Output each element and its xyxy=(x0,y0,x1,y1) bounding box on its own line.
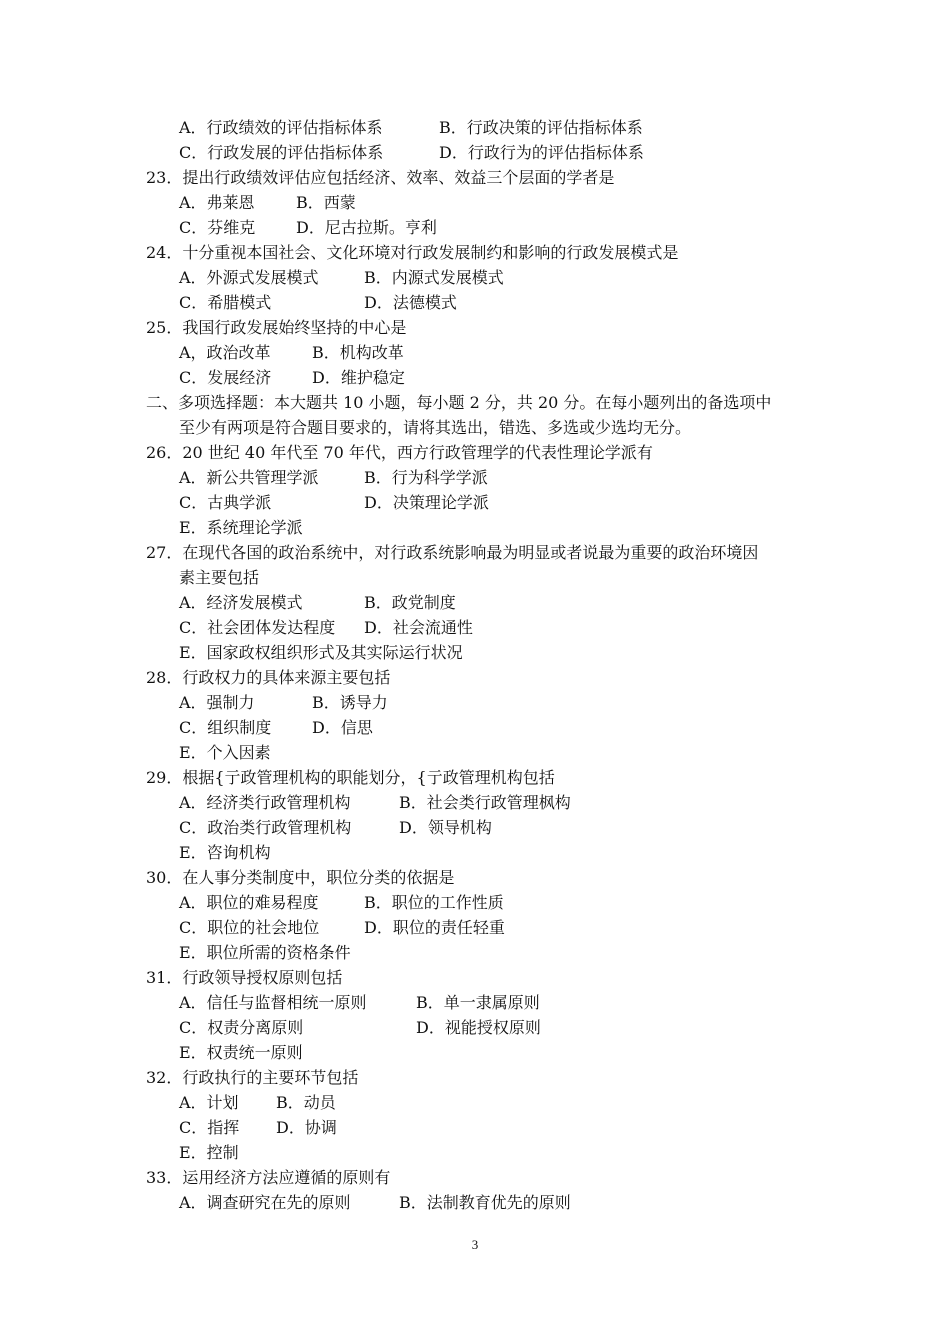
option-text: D．视能授权原则 xyxy=(416,1018,541,1037)
option-text: B．内源式发展模式 xyxy=(364,268,504,287)
option-text: E．控制 xyxy=(179,1143,239,1162)
option-text: E．咨询机构 xyxy=(179,843,271,862)
option-text: D．协调 xyxy=(276,1118,337,1137)
option-line xyxy=(146,1190,826,1215)
option-text: B．机构改革 xyxy=(312,343,404,362)
option-line xyxy=(146,615,826,640)
question-continuation: 素主要包括 xyxy=(179,568,260,587)
question-text: 31．行政领导授权原则包括 xyxy=(146,968,343,987)
page-number: 3 xyxy=(471,1237,479,1252)
option-text: C．古典学派 xyxy=(179,493,272,512)
option-line xyxy=(146,515,826,540)
option-text: A．调查研究在先的原则 xyxy=(179,1193,351,1212)
option-text: A．经济发展模式 xyxy=(179,593,303,612)
option-line xyxy=(146,640,826,665)
option-text: B．社会类行政管理枫构 xyxy=(399,793,571,812)
option-text: D．行政行为的评估指标体系 xyxy=(439,143,644,162)
option-text: C．政治类行政管理机构 xyxy=(179,818,352,837)
option-text: B．动员 xyxy=(276,1093,336,1112)
option-line xyxy=(146,215,826,240)
question-text: 23．提出行政绩效评估应包括经济、效率、效益三个层面的学者是 xyxy=(146,168,615,187)
question-text: 29．根据{亍政管理机构的职能划分，{亍政管理机构包括 xyxy=(146,768,555,787)
option-text: D．社会流通性 xyxy=(364,618,473,637)
option-text: B．行为科学学派 xyxy=(364,468,488,487)
option-line xyxy=(146,490,826,515)
option-text: C．芬维克 xyxy=(179,218,256,237)
option-text: A．强制力 xyxy=(179,693,255,712)
option-text: D．领导机构 xyxy=(399,818,492,837)
option-line xyxy=(146,715,826,740)
option-text: D．信思 xyxy=(312,718,373,737)
option-text: A．新公共管理学派 xyxy=(179,468,319,487)
option-text: A．弗莱恩 xyxy=(179,193,255,212)
option-line xyxy=(146,340,826,365)
option-text: C．社会团体发达程度 xyxy=(179,618,336,637)
option-text: E．个入因素 xyxy=(179,743,271,762)
option-line xyxy=(146,365,826,390)
option-text: B．职位的工作性质 xyxy=(364,893,504,912)
option-text: C．职位的社会地位 xyxy=(179,918,320,937)
question-text: 26．20 世纪 40 年代至 70 年代，西方行政管理学的代表性理论学派有 xyxy=(146,443,653,462)
option-line xyxy=(146,190,826,215)
option-text: D．决策理论学派 xyxy=(364,493,489,512)
option-line xyxy=(146,590,826,615)
option-text: A．信任与监督相统一原则 xyxy=(179,993,367,1012)
question-text: 30．在人事分类制度中，职位分类的依据是 xyxy=(146,868,455,887)
option-line xyxy=(146,465,826,490)
option-text: C．行政发展的评估指标体系 xyxy=(179,143,384,162)
option-line xyxy=(146,740,826,765)
option-text: E．系统理论学派 xyxy=(179,518,303,537)
option-line xyxy=(146,1015,826,1040)
option-text: A．外源式发展模式 xyxy=(179,268,319,287)
option-text: D．职位的责任轻重 xyxy=(364,918,505,937)
option-text: B．行政决策的评估指标体系 xyxy=(439,118,643,137)
option-line xyxy=(146,1090,826,1115)
option-line xyxy=(146,140,826,165)
option-line xyxy=(146,940,826,965)
question-text: 28．行政权力的具体来源主要包括 xyxy=(146,668,391,687)
option-text: A．经济类行政管理机构 xyxy=(179,793,351,812)
question-continuation: 至少有两项是符合题目要求的，请将其选出，错选、多选或少选均无分。 xyxy=(179,418,692,437)
option-text: A，政治改革 xyxy=(179,343,271,362)
question-text: 24．十分重视本国社会、文化环境对行政发展制约和影响的行政发展模式是 xyxy=(146,243,679,262)
option-line xyxy=(146,890,826,915)
option-text: C．发展经济 xyxy=(179,368,272,387)
option-line xyxy=(146,1140,826,1165)
option-line xyxy=(146,915,826,940)
option-line xyxy=(146,990,826,1015)
option-line xyxy=(146,265,826,290)
option-line xyxy=(146,290,826,315)
option-line xyxy=(146,115,826,140)
option-text: C．指挥 xyxy=(179,1118,240,1137)
option-text: A．行政绩效的评估指标体系 xyxy=(179,118,383,137)
option-text: A．职位的难易程度 xyxy=(179,893,319,912)
question-text: 33．运用经济方法应遵循的原则有 xyxy=(146,1168,391,1187)
option-text: E．国家政权组织形式及其实际运行状况 xyxy=(179,643,463,662)
option-text: E．权责统一原则 xyxy=(179,1043,303,1062)
option-text: D．维护稳定 xyxy=(312,368,405,387)
option-line xyxy=(146,790,826,815)
option-line xyxy=(146,690,826,715)
option-text: B．西蒙 xyxy=(296,193,356,212)
option-text: B．单一隶属原则 xyxy=(416,993,540,1012)
question-text: 25．我国行政发展始终坚持的中心是 xyxy=(146,318,407,337)
option-text: B．法制教育优先的原则 xyxy=(399,1193,571,1212)
exam-questions xyxy=(146,115,826,1215)
question-text: 二、多项选择题：本大题共 10 小题，每小题 2 分，共 20 分。在每小题列出的备选项中 xyxy=(146,393,772,412)
option-line xyxy=(146,1115,826,1140)
option-line xyxy=(146,840,826,865)
option-text: D．尼古拉斯。亨利 xyxy=(296,218,437,237)
option-text: C．希腊模式 xyxy=(179,293,272,312)
option-line xyxy=(146,815,826,840)
option-text: B．诱导力 xyxy=(312,693,388,712)
option-text: C．组织制度 xyxy=(179,718,272,737)
option-text: A．计划 xyxy=(179,1093,239,1112)
option-text: B．政党制度 xyxy=(364,593,456,612)
question-text: 32．行政执行的主要环节包括 xyxy=(146,1068,359,1087)
question-text: 27．在现代各国的政治系统中，对行政系统影响最为明显或者说最为重要的政治环境因 xyxy=(146,543,759,562)
option-text: C．权责分离原则 xyxy=(179,1018,304,1037)
option-line xyxy=(146,1040,826,1065)
option-text: D．法德模式 xyxy=(364,293,457,312)
option-text: E．职位所需的资格条件 xyxy=(179,943,351,962)
